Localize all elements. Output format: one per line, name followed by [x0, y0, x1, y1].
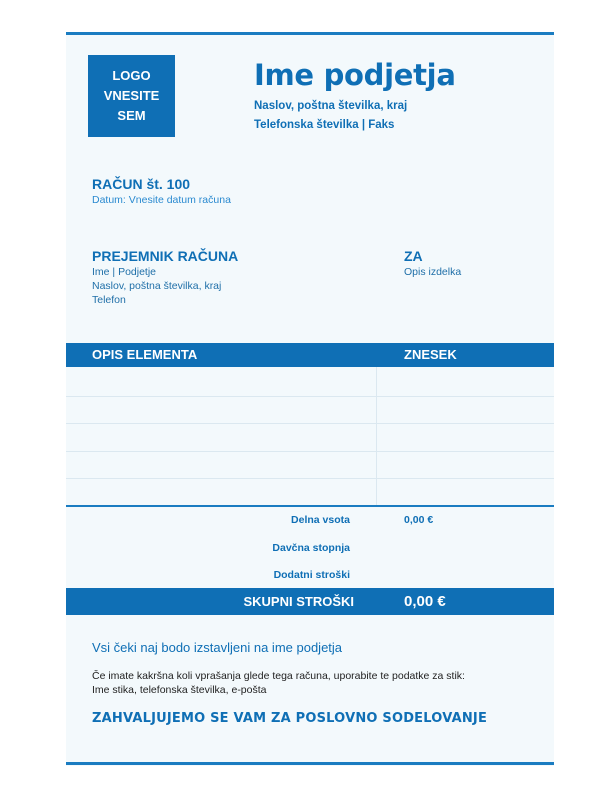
invoice-number: RAČUN št. 100: [92, 176, 191, 192]
contact-details: Ime stika, telefonska številka, e-pošta: [92, 684, 267, 696]
table-row-divider: [66, 423, 554, 424]
recipient-phone: Telefon: [92, 294, 126, 306]
recipient-heading: PREJEMNIK RAČUNA: [92, 248, 239, 264]
total-label: SKUPNI STROŠKI: [243, 594, 354, 609]
header-amount: ZNESEK: [404, 347, 457, 362]
bottom-rule: [66, 762, 554, 765]
total-value: 0,00 €: [404, 593, 446, 610]
table-row-divider: [66, 478, 554, 479]
contact-note: Če imate kakršna koli vprašanja glede tega računa, uporabite te podatke za stik:: [92, 670, 465, 682]
recipient-address: Naslov, poštna številka, kraj: [92, 280, 222, 292]
company-address: Naslov, poštna številka, kraj: [254, 100, 408, 112]
logo-text: LOGO VNESITE SEM: [103, 68, 160, 123]
total-bar: [66, 588, 554, 615]
company-name: Ime podjetja: [254, 58, 456, 92]
for-description: Opis izdelka: [404, 266, 462, 278]
header-item-description: OPIS ELEMENTA: [92, 347, 198, 362]
recipient-name: Ime | Podjetje: [92, 266, 157, 278]
tax-rate-label: Davčna stopnja: [272, 542, 350, 554]
for-heading: ZA: [404, 248, 423, 264]
top-rule: [66, 32, 554, 35]
table-row-divider: [66, 451, 554, 452]
cheques-note: Vsi čeki naj bodo izstavljeni na ime podjetja: [92, 640, 343, 655]
items-table-header: [66, 343, 554, 367]
table-bottom-rule: [66, 505, 554, 507]
subtotal-label: Delna vsota: [291, 514, 350, 526]
invoice-date: Datum: Vnesite datum računa: [92, 194, 231, 206]
thank-you-note: ZAHVALJUJEMO SE VAM ZA POSLOVNO SODELOVANJE: [92, 711, 488, 726]
invoice-page: [66, 32, 554, 766]
table-column-divider: [376, 367, 377, 505]
table-row-divider: [66, 396, 554, 397]
other-costs-label: Dodatni stroški: [273, 569, 350, 581]
logo-placeholder[interactable]: [88, 55, 175, 137]
company-phone-fax: Telefonska številka | Faks: [254, 119, 395, 131]
subtotal-value: 0,00 €: [404, 514, 434, 526]
